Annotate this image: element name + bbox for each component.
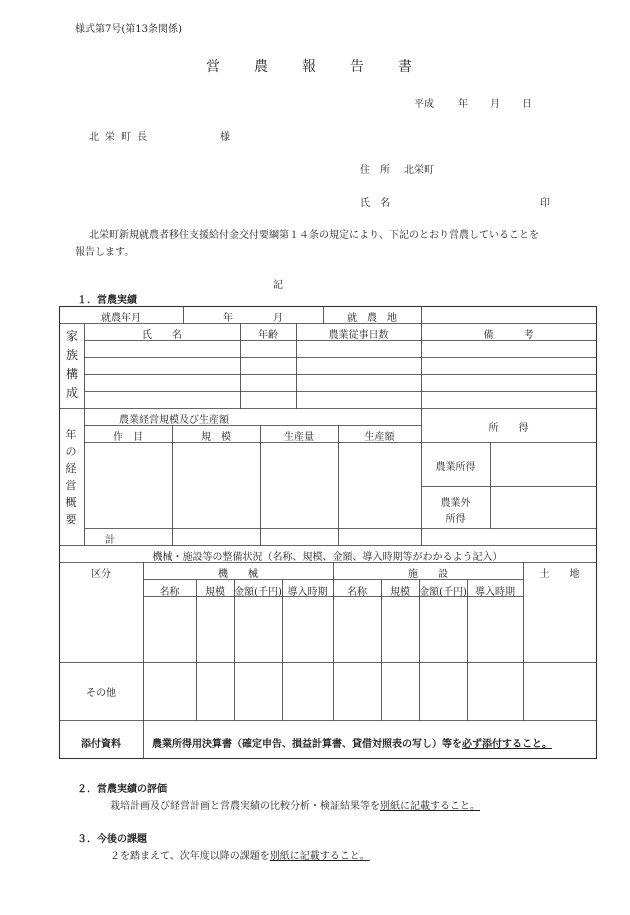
name-label: 氏 名 <box>360 198 390 209</box>
value-header: 生産額 <box>364 432 395 443</box>
facility-scale-header: 規模 <box>390 587 410 598</box>
section2-text <box>110 797 480 812</box>
family-age-header: 年齢 <box>258 330 278 341</box>
nonfarm-income-label-1: 農業外 <box>440 498 471 509</box>
crop-header: 作 目 <box>113 432 143 443</box>
section2-heading: ２．営農実績の評価 <box>77 784 167 795</box>
section2-text-plain: 栽培計画及び経営計画と営農実績の比較分析・検証結果等を <box>110 801 380 812</box>
facility-amount-header: 金額(千円) <box>419 587 467 598</box>
farming-start-month-label: 月 <box>273 313 283 324</box>
volume-header: 生産量 <box>284 432 314 443</box>
form-number: 様式第7号(第13条関係) <box>75 24 182 35</box>
nonfarm-income-label-2: 所得 <box>445 514 466 525</box>
intro-line-1: 北栄町新規就農者移住支援給付金交付要綱第１４条の規定により、下記のとおり営農していることを <box>89 230 539 241</box>
section3-text-plain: ２を踏まえて、次年度以降の課題を <box>110 851 270 862</box>
machine-scale-header: 規模 <box>205 587 225 598</box>
addressee-honorific: 様 <box>220 132 230 143</box>
seal-mark: 印 <box>540 198 550 209</box>
address-value: 北栄町 <box>404 165 434 176</box>
page-title: 営農報告書 <box>206 59 446 75</box>
equipment-category-label: 区分 <box>91 569 111 580</box>
machines-label: 機 械 <box>218 569 258 580</box>
farming-start-year-label: 年 <box>223 313 233 324</box>
section3-heading: ３．今後の課題 <box>77 834 147 845</box>
attachments-text <box>152 735 552 750</box>
section3-text-underlined: 別紙に記載すること。 <box>269 851 370 862</box>
annual-group-header: 農業経営規模及び生産額 <box>119 415 229 426</box>
addressee-name: 北栄町長 <box>89 132 153 143</box>
address-label: 住 所 <box>360 165 390 176</box>
farming-place-label: 就 農 地 <box>347 313 397 324</box>
section3-text <box>110 847 370 862</box>
machine-name-header: 名称 <box>159 587 180 598</box>
attachments-text-underlined: 必ず添付すること。 <box>462 739 552 750</box>
annual-side-label: 年の経営概要 <box>65 428 77 526</box>
family-days-header: 農業従事日数 <box>328 330 389 341</box>
attachments-label: 添付資料 <box>81 739 121 750</box>
intro-line-2: 報告します。 <box>75 247 135 258</box>
family-remarks-header: 備 考 <box>483 330 534 341</box>
era-label: 平成 <box>414 99 434 110</box>
family-side-label: 家族構成 <box>65 329 78 400</box>
facilities-label: 施 設 <box>408 569 448 580</box>
section1-heading: １．営農実績 <box>77 295 137 306</box>
day-label: 日 <box>522 99 532 110</box>
other-label: その他 <box>86 688 116 699</box>
income-header: 所 得 <box>488 423 529 434</box>
facility-date-header: 導入時期 <box>475 587 515 598</box>
annual-total-label: 計 <box>105 535 115 546</box>
year-label: 年 <box>458 99 468 110</box>
farming-start-label: 就農年月 <box>101 313 141 324</box>
farm-income-label: 農業所得 <box>435 462 476 473</box>
machine-date-header: 導入時期 <box>287 587 328 598</box>
facility-name-header: 名称 <box>347 587 367 598</box>
section2-text-underlined: 別紙に記載すること。 <box>380 801 480 812</box>
ki-label: 記 <box>273 280 283 291</box>
month-label: 月 <box>490 99 500 110</box>
equipment-heading: 機械・施設等の整備状況（名称、規模、金額、導入時期等がわかるよう記入） <box>152 552 503 563</box>
scale-header: 規 模 <box>201 432 231 443</box>
attachments-text-plain: 農業所得用決算書（確定申告、損益計算書、貸借対照表の写し）等を <box>152 739 462 750</box>
machine-amount-header: 金額(千円) <box>234 587 282 598</box>
land-label: 土 地 <box>539 569 580 580</box>
family-name-header: 氏 名 <box>142 330 182 341</box>
